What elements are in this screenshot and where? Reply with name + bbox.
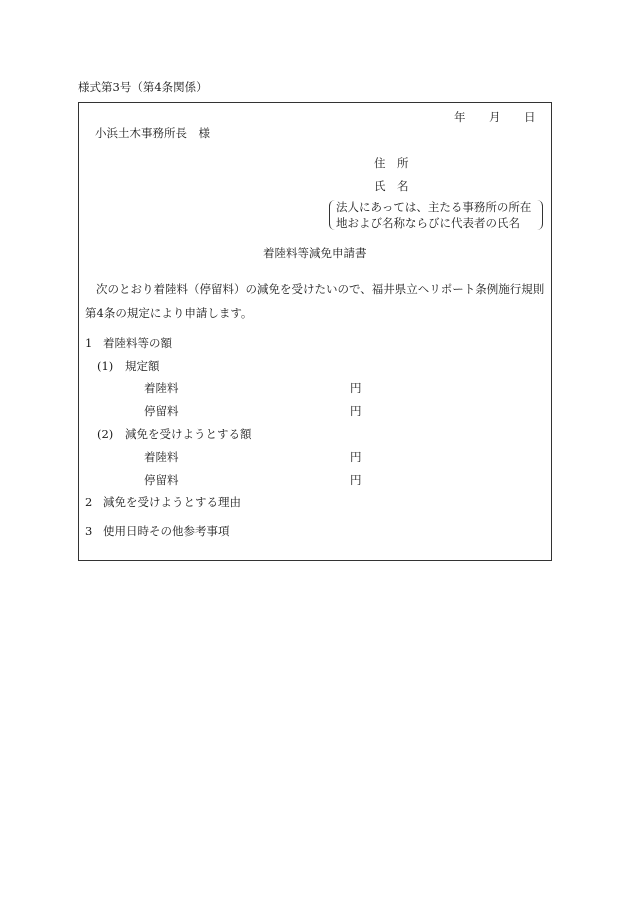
sub2-label: 減免を受けようとする額 [125,427,252,441]
sub1-landing-fee-unit: 円 [350,381,362,395]
sub1-parking-fee-label: 停留料 [144,404,179,418]
addressee: 小浜土木事務所長 様 [95,126,210,140]
corporate-note-line1: 法人にあっては、主たる事務所の所在 [336,200,532,214]
body-paragraph: 次のとおり着陸料（停留料）の減免を受けたいので、福井県立ヘリポート条例施行規則第4条の規定により申請します。 [85,282,545,320]
item1-number: 1 [85,336,93,350]
sub2-parking-fee-label: 停留料 [144,473,179,487]
sub2-landing-fee-label: 着陸料 [144,450,179,464]
sub2-parking-fee-unit: 円 [350,473,362,487]
sub2-number: (2) [97,427,114,441]
form-number: 様式第3号（第4条関係） [78,80,208,94]
date-day-label: 日 [524,110,536,124]
item3-number: 3 [85,524,93,538]
item1-label: 着陸料等の額 [103,336,172,350]
item2-label: 減免を受けようとする理由 [103,495,241,509]
corporate-note-line2: 地および名称ならびに代表者の氏名 [336,216,520,230]
document-title: 着陸料等減免申請書 [263,246,367,260]
date-month-label: 月 [489,110,501,124]
form-frame [78,102,552,561]
sub2-landing-fee-unit: 円 [350,450,362,464]
address-label: 住 所 [374,156,409,170]
sub1-parking-fee-unit: 円 [350,404,362,418]
name-label: 氏 名 [374,179,409,193]
date-year-label: 年 [454,110,466,124]
sub1-landing-fee-label: 着陸料 [144,381,179,395]
item2-number: 2 [85,495,93,509]
sub1-label: 規定額 [125,359,160,373]
item3-label: 使用日時その他参考事項 [103,524,230,538]
sub1-number: (1) [97,359,114,373]
